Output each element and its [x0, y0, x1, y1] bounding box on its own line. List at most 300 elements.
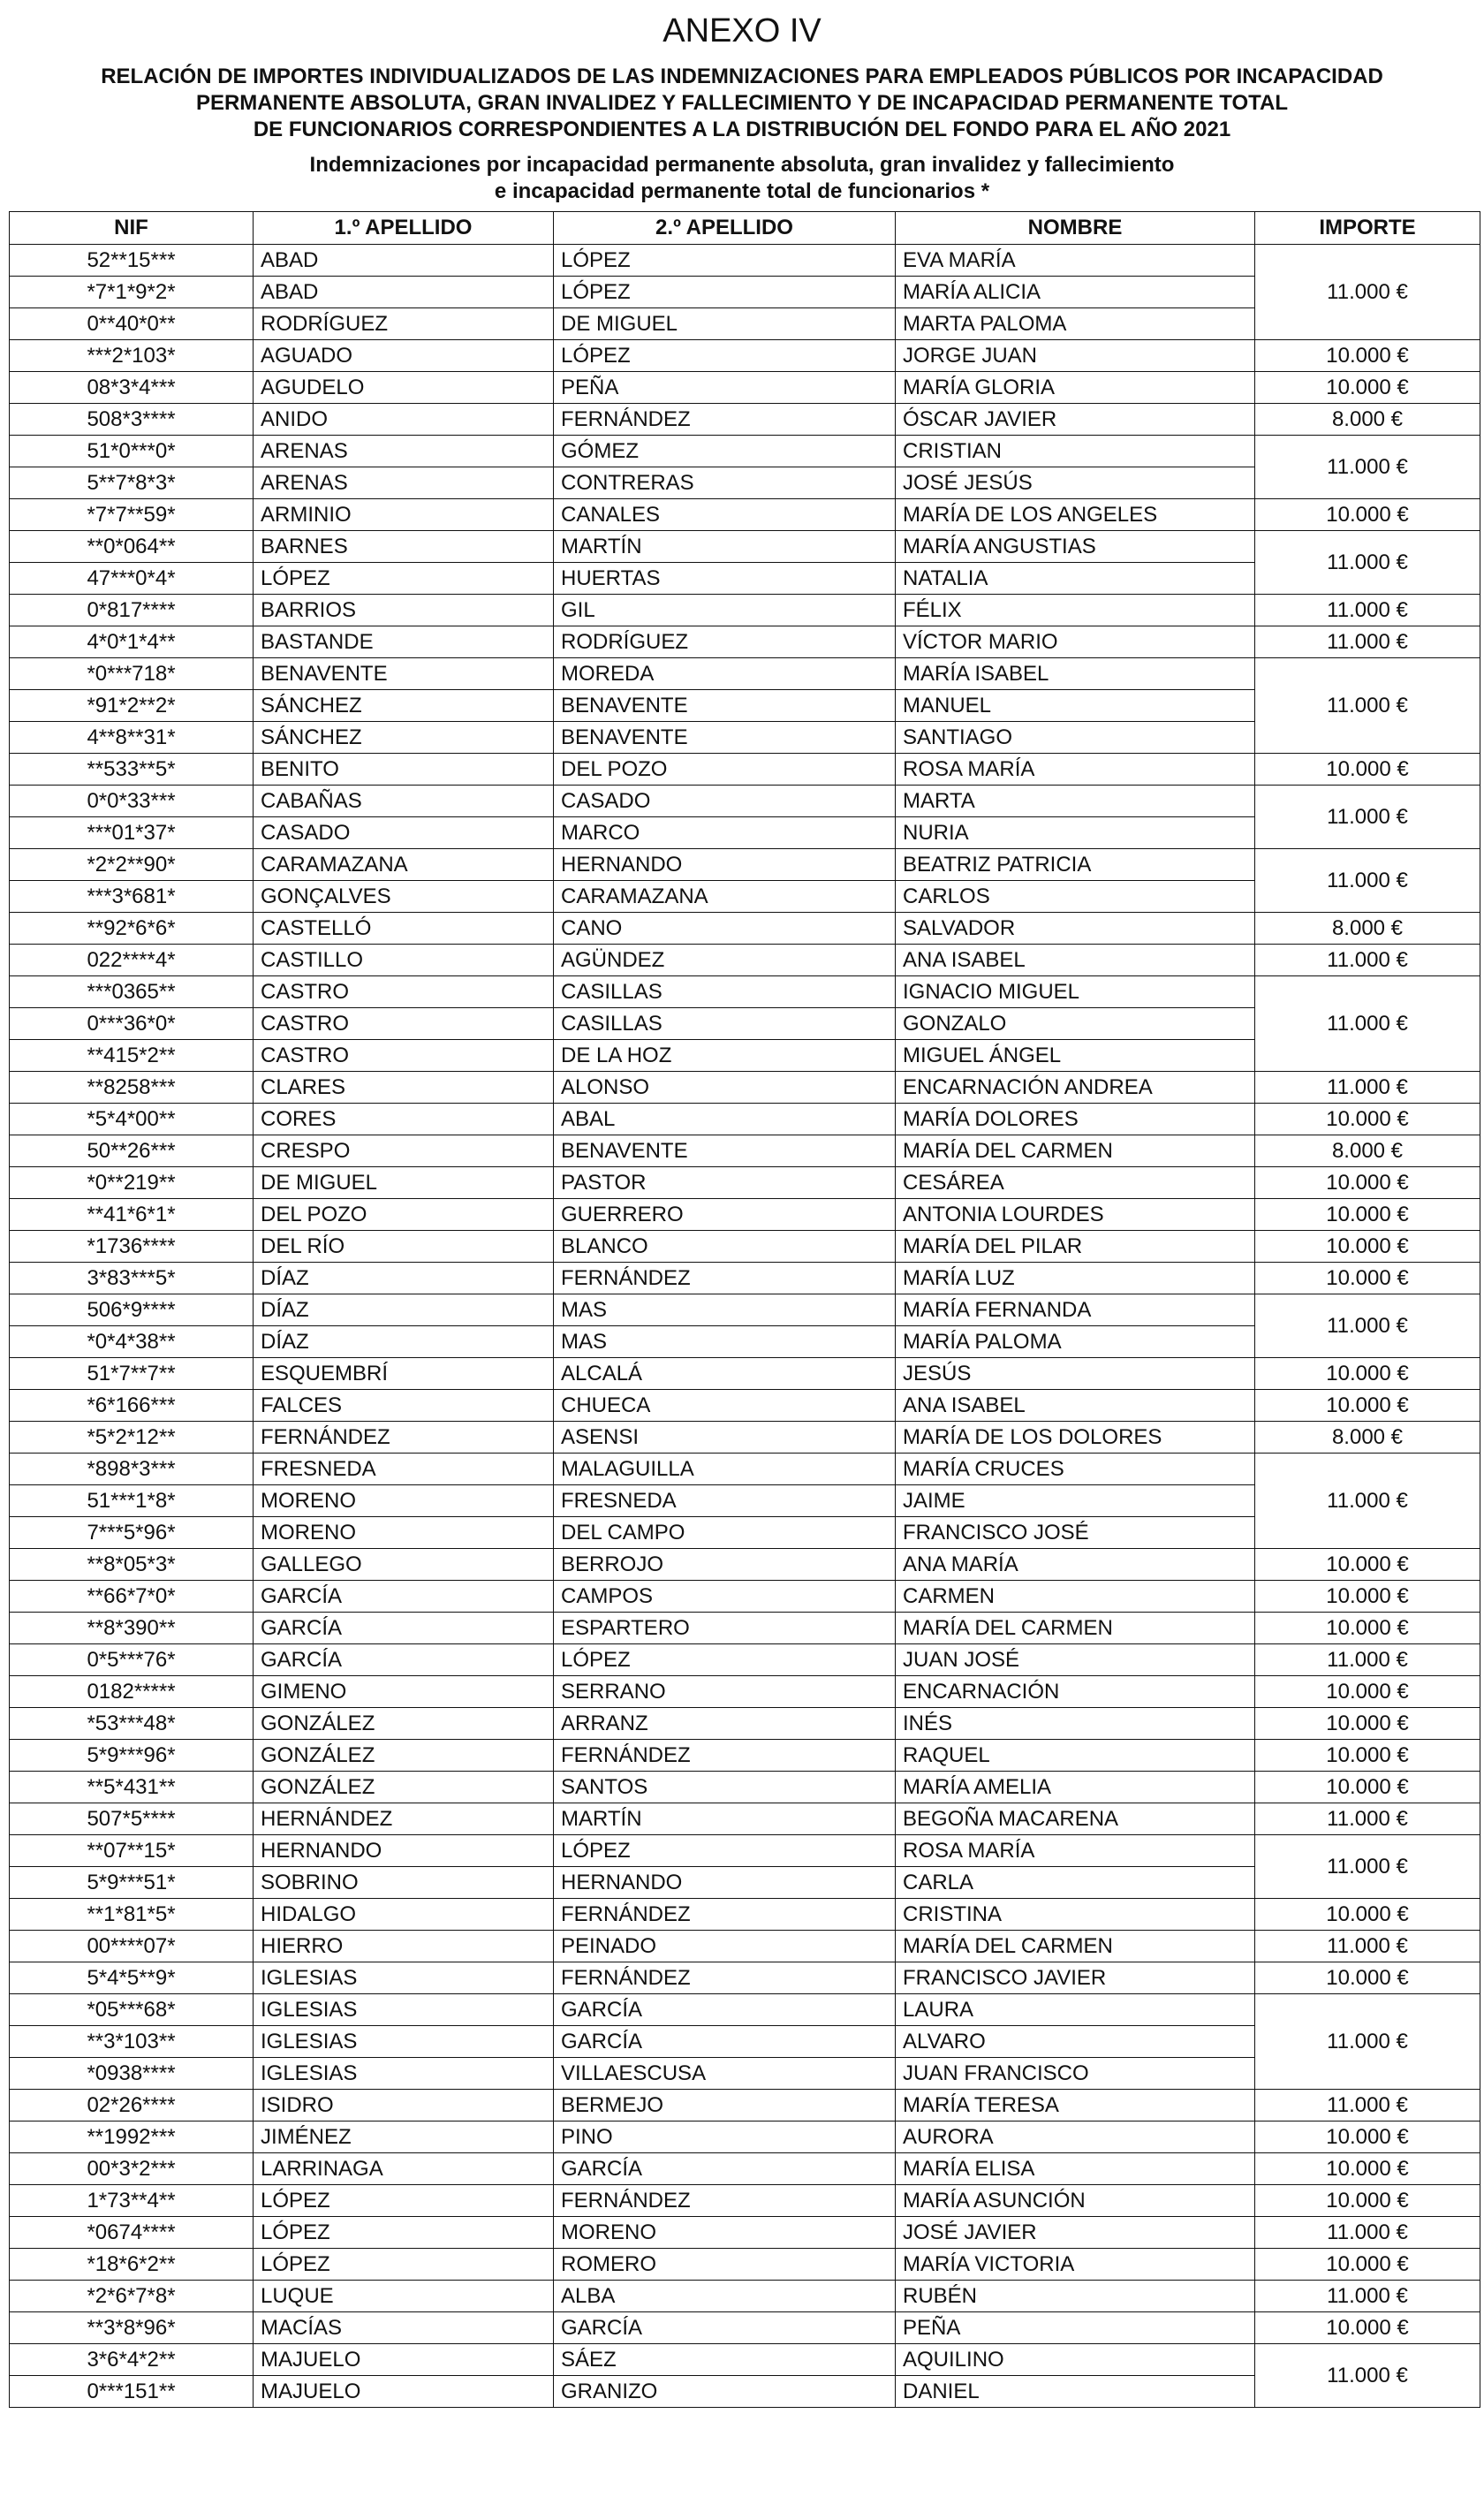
cell-nif: *898*3*** [10, 1454, 254, 1485]
cell-nif: 02*26**** [10, 2090, 254, 2122]
cell-nif: ***3*681* [10, 881, 254, 913]
cell-nif: **0*064** [10, 531, 254, 563]
cell-first-surname: GONZÁLEZ [254, 1708, 554, 1740]
cell-first-surname: ANIDO [254, 404, 554, 436]
cell-nif: 506*9**** [10, 1294, 254, 1326]
table-row [10, 1803, 1480, 1835]
table-row [10, 786, 1480, 817]
cell-name: VÍCTOR MARIO [896, 626, 1255, 658]
cell-amount: 10.000 € [1255, 1358, 1480, 1390]
table-row [10, 436, 1480, 467]
cell-amount: 11.000 € [1255, 245, 1480, 340]
cell-second-surname: PASTOR [554, 1167, 896, 1199]
cell-second-surname: CHUECA [554, 1390, 896, 1422]
cell-second-surname: CAMPOS [554, 1581, 896, 1613]
cell-nif: 0*0*33*** [10, 786, 254, 817]
cell-first-surname: LUQUE [254, 2281, 554, 2312]
sub-heading-line: Indemnizaciones por incapacidad permanente absoluta, gran invalidez y fallecimiento [309, 153, 1175, 177]
main-heading-line: PERMANENTE ABSOLUTA, GRAN INVALIDEZ Y FALLECIMIENTO Y DE INCAPACIDAD PERMANENTE TOTAL [195, 91, 1289, 115]
cell-amount: 11.000 € [1255, 1931, 1480, 1962]
cell-name: MARÍA AMELIA [896, 1772, 1255, 1803]
header-nif: NIF [10, 212, 254, 245]
table-row [10, 1931, 1480, 1962]
cell-amount: 10.000 € [1255, 1613, 1480, 1644]
cell-first-surname: FALCES [254, 1390, 554, 1422]
cell-second-surname: GARCÍA [554, 2026, 896, 2058]
table-row [10, 1422, 1480, 1454]
cell-second-surname: LÓPEZ [554, 340, 896, 372]
cell-name: MIGUEL ÁNGEL [896, 1040, 1255, 1072]
cell-name: FRANCISCO JOSÉ [896, 1517, 1255, 1549]
cell-nif: 022****4* [10, 945, 254, 976]
cell-name: ENCARNACIÓN ANDREA [896, 1072, 1255, 1104]
cell-amount: 11.000 € [1255, 945, 1480, 976]
cell-amount: 10.000 € [1255, 2122, 1480, 2153]
table-row [10, 2153, 1480, 2185]
cell-first-surname: IGLESIAS [254, 2026, 554, 2058]
cell-nif: 00*3*2*** [10, 2153, 254, 2185]
table-row [10, 1644, 1480, 1676]
table-row [10, 1772, 1480, 1803]
table-row [10, 1708, 1480, 1740]
table-row [10, 626, 1480, 658]
cell-second-surname: MORENO [554, 2217, 896, 2249]
table-row [10, 499, 1480, 531]
table-row [10, 1835, 1480, 1867]
cell-first-surname: LÓPEZ [254, 2249, 554, 2281]
cell-amount: 10.000 € [1255, 340, 1480, 372]
cell-amount: 10.000 € [1255, 1708, 1480, 1740]
cell-nif: **1992*** [10, 2122, 254, 2153]
cell-nif: 51*0***0* [10, 436, 254, 467]
table-row [10, 245, 1480, 277]
cell-name: MARÍA TERESA [896, 2090, 1255, 2122]
cell-nif: 0***36*0* [10, 1008, 254, 1040]
cell-first-surname: BENAVENTE [254, 658, 554, 690]
cell-name: MARTA PALOMA [896, 308, 1255, 340]
cell-second-surname: ALBA [554, 2281, 896, 2312]
cell-amount: 10.000 € [1255, 1167, 1480, 1199]
cell-first-surname: AGUADO [254, 340, 554, 372]
table-header-row [10, 212, 1480, 245]
cell-first-surname: IGLESIAS [254, 1994, 554, 2026]
cell-first-surname: IGLESIAS [254, 1962, 554, 1994]
cell-name: MARÍA DEL CARMEN [896, 1931, 1255, 1962]
sub-heading-line: e incapacidad permanente total de funcionarios * [494, 179, 990, 203]
cell-first-surname: GARCÍA [254, 1613, 554, 1644]
cell-name: JUAN FRANCISCO [896, 2058, 1255, 2090]
cell-amount: 10.000 € [1255, 1549, 1480, 1581]
table-row [10, 595, 1480, 626]
table-row [10, 1581, 1480, 1613]
table-row [10, 1072, 1480, 1104]
table-row [10, 1740, 1480, 1772]
cell-first-surname: MORENO [254, 1485, 554, 1517]
cell-second-surname: BERROJO [554, 1549, 896, 1581]
table-row [10, 1549, 1480, 1581]
cell-name: SALVADOR [896, 913, 1255, 945]
cell-name: MARÍA ANGUSTIAS [896, 531, 1255, 563]
cell-second-surname: HERNANDO [554, 1867, 896, 1899]
table-row [10, 404, 1480, 436]
cell-nif: **07**15* [10, 1835, 254, 1867]
cell-first-surname: DÍAZ [254, 1326, 554, 1358]
cell-nif: **5*431** [10, 1772, 254, 1803]
cell-name: MARÍA CRUCES [896, 1454, 1255, 1485]
cell-amount: 11.000 € [1255, 786, 1480, 849]
table-row [10, 1676, 1480, 1708]
cell-second-surname: CASILLAS [554, 1008, 896, 1040]
cell-amount: 10.000 € [1255, 754, 1480, 786]
cell-amount: 11.000 € [1255, 1835, 1480, 1899]
cell-name: MARÍA DE LOS ANGELES [896, 499, 1255, 531]
cell-amount: 11.000 € [1255, 1644, 1480, 1676]
table-row [10, 2249, 1480, 2281]
cell-name: GONZALO [896, 1008, 1255, 1040]
cell-first-surname: LÓPEZ [254, 2185, 554, 2217]
table-row [10, 340, 1480, 372]
cell-second-surname: PEINADO [554, 1931, 896, 1962]
cell-name: JUAN JOSÉ [896, 1644, 1255, 1676]
cell-first-surname: HERNANDO [254, 1835, 554, 1867]
cell-nif: ***2*103* [10, 340, 254, 372]
cell-first-surname: DEL RÍO [254, 1231, 554, 1263]
cell-second-surname: BENAVENTE [554, 722, 896, 754]
cell-second-surname: AGÜNDEZ [554, 945, 896, 976]
table-row [10, 2185, 1480, 2217]
cell-nif: *18*6*2** [10, 2249, 254, 2281]
cell-second-surname: FERNÁNDEZ [554, 1962, 896, 1994]
cell-second-surname: HUERTAS [554, 563, 896, 595]
main-heading [0, 64, 1484, 143]
cell-amount: 11.000 € [1255, 626, 1480, 658]
cell-amount: 10.000 € [1255, 1676, 1480, 1708]
cell-first-surname: LÓPEZ [254, 2217, 554, 2249]
cell-name: AQUILINO [896, 2344, 1255, 2376]
cell-amount: 10.000 € [1255, 1104, 1480, 1135]
cell-nif: *91*2**2* [10, 690, 254, 722]
cell-nif: **3*8*96* [10, 2312, 254, 2344]
cell-first-surname: ESQUEMBRÍ [254, 1358, 554, 1390]
cell-first-surname: JIMÉNEZ [254, 2122, 554, 2153]
cell-name: DANIEL [896, 2376, 1255, 2408]
cell-name: MARTA [896, 786, 1255, 817]
cell-second-surname: CANALES [554, 499, 896, 531]
cell-first-surname: MACÍAS [254, 2312, 554, 2344]
cell-second-surname: GIL [554, 595, 896, 626]
cell-name: MARÍA FERNANDA [896, 1294, 1255, 1326]
cell-second-surname: FERNÁNDEZ [554, 404, 896, 436]
cell-second-surname: GRANIZO [554, 2376, 896, 2408]
table-row [10, 2281, 1480, 2312]
cell-first-surname: ARMINIO [254, 499, 554, 531]
table-row [10, 1135, 1480, 1167]
cell-amount: 11.000 € [1255, 436, 1480, 499]
cell-second-surname: MARCO [554, 817, 896, 849]
cell-name: JORGE JUAN [896, 340, 1255, 372]
annex-title: ANEXO IV [662, 12, 822, 49]
cell-second-surname: FERNÁNDEZ [554, 1263, 896, 1294]
table-row [10, 1104, 1480, 1135]
cell-name: MARÍA DEL PILAR [896, 1231, 1255, 1263]
cell-second-surname: BENAVENTE [554, 1135, 896, 1167]
cell-nif: *53***48* [10, 1708, 254, 1740]
table-row [10, 372, 1480, 404]
cell-amount: 11.000 € [1255, 849, 1480, 913]
cell-nif: **415*2** [10, 1040, 254, 1072]
cell-second-surname: FERNÁNDEZ [554, 2185, 896, 2217]
cell-name: NATALIA [896, 563, 1255, 595]
cell-nif: 5*9***51* [10, 1867, 254, 1899]
table-row [10, 2090, 1480, 2122]
cell-amount: 10.000 € [1255, 2185, 1480, 2217]
cell-amount: 11.000 € [1255, 2090, 1480, 2122]
table-row [10, 754, 1480, 786]
cell-amount: 10.000 € [1255, 1740, 1480, 1772]
cell-name: ROSA MARÍA [896, 1835, 1255, 1867]
cell-name: ÓSCAR JAVIER [896, 404, 1255, 436]
header-first-surname: 1.º APELLIDO [254, 212, 554, 245]
cell-second-surname: MARTÍN [554, 531, 896, 563]
cell-amount: 10.000 € [1255, 2312, 1480, 2344]
cell-first-surname: BASTANDE [254, 626, 554, 658]
cell-name: INÉS [896, 1708, 1255, 1740]
cell-nif: *2*2**90* [10, 849, 254, 881]
cell-nif: *2*6*7*8* [10, 2281, 254, 2312]
sub-heading [0, 152, 1484, 205]
cell-amount: 8.000 € [1255, 913, 1480, 945]
cell-amount: 10.000 € [1255, 1962, 1480, 1994]
cell-amount: 10.000 € [1255, 1899, 1480, 1931]
table-row [10, 2122, 1480, 2153]
cell-second-surname: FRESNEDA [554, 1485, 896, 1517]
table-row [10, 2312, 1480, 2344]
table-row [10, 2344, 1480, 2376]
table-row [10, 531, 1480, 563]
cell-second-surname: ARRANZ [554, 1708, 896, 1740]
cell-second-surname: BENAVENTE [554, 690, 896, 722]
cell-first-surname: GARCÍA [254, 1581, 554, 1613]
cell-name: MARÍA DEL CARMEN [896, 1135, 1255, 1167]
cell-nif: 08*3*4*** [10, 372, 254, 404]
cell-name: CARLA [896, 1867, 1255, 1899]
cell-name: PEÑA [896, 2312, 1255, 2344]
cell-nif: **533**5* [10, 754, 254, 786]
cell-second-surname: MALAGUILLA [554, 1454, 896, 1485]
cell-first-surname: HIERRO [254, 1931, 554, 1962]
cell-name: MARÍA ISABEL [896, 658, 1255, 690]
cell-name: MARÍA LUZ [896, 1263, 1255, 1294]
cell-name: JOSÉ JESÚS [896, 467, 1255, 499]
cell-first-surname: ISIDRO [254, 2090, 554, 2122]
cell-nif: **66*7*0* [10, 1581, 254, 1613]
header-name: NOMBRE [896, 212, 1255, 245]
cell-second-surname: ASENSI [554, 1422, 896, 1454]
table-row [10, 1167, 1480, 1199]
cell-second-surname: LÓPEZ [554, 277, 896, 308]
cell-second-surname: FERNÁNDEZ [554, 1740, 896, 1772]
cell-second-surname: LÓPEZ [554, 1835, 896, 1867]
table-row [10, 1231, 1480, 1263]
cell-nif: **8*390** [10, 1613, 254, 1644]
cell-nif: 0*817**** [10, 595, 254, 626]
cell-second-surname: MAS [554, 1326, 896, 1358]
cell-second-surname: CARAMAZANA [554, 881, 896, 913]
cell-name: JOSÉ JAVIER [896, 2217, 1255, 2249]
cell-second-surname: ALCALÁ [554, 1358, 896, 1390]
cell-first-surname: CASTRO [254, 1008, 554, 1040]
cell-name: MARÍA PALOMA [896, 1326, 1255, 1358]
cell-amount: 11.000 € [1255, 2217, 1480, 2249]
cell-first-surname: SÁNCHEZ [254, 690, 554, 722]
cell-nif: ***0365** [10, 976, 254, 1008]
cell-second-surname: LÓPEZ [554, 1644, 896, 1676]
cell-name: MARÍA DE LOS DOLORES [896, 1422, 1255, 1454]
cell-second-surname: PEÑA [554, 372, 896, 404]
cell-amount: 10.000 € [1255, 1263, 1480, 1294]
cell-first-surname: DEL POZO [254, 1199, 554, 1231]
cell-amount: 11.000 € [1255, 658, 1480, 754]
cell-second-surname: MOREDA [554, 658, 896, 690]
cell-nif: 507*5**** [10, 1803, 254, 1835]
cell-nif: 7***5*96* [10, 1517, 254, 1549]
cell-first-surname: IGLESIAS [254, 2058, 554, 2090]
cell-first-surname: HIDALGO [254, 1899, 554, 1931]
cell-first-surname: CABAÑAS [254, 786, 554, 817]
cell-second-surname: DEL POZO [554, 754, 896, 786]
cell-second-surname: HERNANDO [554, 849, 896, 881]
cell-first-surname: HERNÁNDEZ [254, 1803, 554, 1835]
cell-amount: 11.000 € [1255, 1072, 1480, 1104]
cell-first-surname: CASTRO [254, 1040, 554, 1072]
cell-amount: 11.000 € [1255, 1994, 1480, 2090]
cell-nif: *5*4*00** [10, 1104, 254, 1135]
header-second-surname: 2.º APELLIDO [554, 212, 896, 245]
cell-nif: **8*05*3* [10, 1549, 254, 1581]
cell-name: CESÁREA [896, 1167, 1255, 1199]
cell-second-surname: SANTOS [554, 1772, 896, 1803]
cell-name: FÉLIX [896, 595, 1255, 626]
cell-amount: 11.000 € [1255, 595, 1480, 626]
cell-amount: 10.000 € [1255, 372, 1480, 404]
cell-name: JESÚS [896, 1358, 1255, 1390]
cell-nif: 51***1*8* [10, 1485, 254, 1517]
cell-name: RUBÉN [896, 2281, 1255, 2312]
main-heading-line: RELACIÓN DE IMPORTES INDIVIDUALIZADOS DE LAS INDEMNIZACIONES PARA EMPLEADOS PÚBLICOS POR INCAPACIDAD [101, 65, 1383, 88]
cell-nif: 52**15*** [10, 245, 254, 277]
cell-name: CARLOS [896, 881, 1255, 913]
cell-name: MARÍA GLORIA [896, 372, 1255, 404]
cell-amount: 10.000 € [1255, 1199, 1480, 1231]
cell-nif: 0**40*0** [10, 308, 254, 340]
cell-name: BEATRIZ PATRICIA [896, 849, 1255, 881]
cell-amount: 10.000 € [1255, 499, 1480, 531]
cell-first-surname: GARCÍA [254, 1644, 554, 1676]
cell-name: ANA ISABEL [896, 945, 1255, 976]
cell-nif: **3*103** [10, 2026, 254, 2058]
cell-nif: 0182***** [10, 1676, 254, 1708]
cell-nif: **8258*** [10, 1072, 254, 1104]
cell-nif: 5*4*5**9* [10, 1962, 254, 1994]
cell-amount: 11.000 € [1255, 531, 1480, 595]
cell-name: FRANCISCO JAVIER [896, 1962, 1255, 1994]
cell-first-surname: AGUDELO [254, 372, 554, 404]
cell-nif: 0*5***76* [10, 1644, 254, 1676]
table-row [10, 849, 1480, 881]
cell-first-surname: GALLEGO [254, 1549, 554, 1581]
cell-nif: ***01*37* [10, 817, 254, 849]
table-row [10, 1454, 1480, 1485]
cell-second-surname: LÓPEZ [554, 245, 896, 277]
cell-first-surname: SÁNCHEZ [254, 722, 554, 754]
cell-nif: 4*0*1*4** [10, 626, 254, 658]
table-row [10, 1613, 1480, 1644]
table-body [10, 245, 1480, 2408]
cell-name: NURIA [896, 817, 1255, 849]
table-row [10, 1199, 1480, 1231]
main-heading-line: DE FUNCIONARIOS CORRESPONDIENTES A LA DISTRIBUCIÓN DEL FONDO PARA EL AÑO 2021 [253, 118, 1231, 141]
cell-first-surname: BARRIOS [254, 595, 554, 626]
cell-nif: **41*6*1* [10, 1199, 254, 1231]
cell-first-surname: SOBRINO [254, 1867, 554, 1899]
cell-nif: **1*81*5* [10, 1899, 254, 1931]
cell-nif: 508*3**** [10, 404, 254, 436]
cell-first-surname: GIMENO [254, 1676, 554, 1708]
cell-nif: *7*7**59* [10, 499, 254, 531]
cell-first-surname: BARNES [254, 531, 554, 563]
cell-first-surname: MAJUELO [254, 2344, 554, 2376]
cell-first-surname: DÍAZ [254, 1294, 554, 1326]
cell-nif: 3*83***5* [10, 1263, 254, 1294]
cell-amount: 10.000 € [1255, 1772, 1480, 1803]
cell-nif: *0***718* [10, 658, 254, 690]
cell-name: MANUEL [896, 690, 1255, 722]
cell-amount: 11.000 € [1255, 1803, 1480, 1835]
cell-name: MARÍA DEL CARMEN [896, 1613, 1255, 1644]
cell-second-surname: ESPARTERO [554, 1613, 896, 1644]
cell-first-surname: GONZÁLEZ [254, 1740, 554, 1772]
table-row [10, 1263, 1480, 1294]
cell-first-surname: LÓPEZ [254, 563, 554, 595]
cell-first-surname: ABAD [254, 277, 554, 308]
cell-first-surname: GONÇALVES [254, 881, 554, 913]
table-row [10, 2217, 1480, 2249]
table-row [10, 1899, 1480, 1931]
cell-second-surname: RODRÍGUEZ [554, 626, 896, 658]
cell-second-surname: ABAL [554, 1104, 896, 1135]
cell-name: ANA ISABEL [896, 1390, 1255, 1422]
cell-first-surname: ARENAS [254, 467, 554, 499]
table-row [10, 976, 1480, 1008]
table-row [10, 913, 1480, 945]
cell-nif: 51*7**7** [10, 1358, 254, 1390]
cell-amount: 11.000 € [1255, 976, 1480, 1072]
cell-first-surname: CASTELLÓ [254, 913, 554, 945]
cell-amount: 10.000 € [1255, 2153, 1480, 2185]
cell-nif: *0938**** [10, 2058, 254, 2090]
cell-name: CRISTINA [896, 1899, 1255, 1931]
cell-second-surname: GUERRERO [554, 1199, 896, 1231]
cell-first-surname: MORENO [254, 1517, 554, 1549]
cell-first-surname: FRESNEDA [254, 1454, 554, 1485]
cell-name: RAQUEL [896, 1740, 1255, 1772]
cell-nif: 1*73**4** [10, 2185, 254, 2217]
cell-second-surname: VILLAESCUSA [554, 2058, 896, 2090]
table-row [10, 945, 1480, 976]
cell-second-surname: DEL CAMPO [554, 1517, 896, 1549]
cell-second-surname: CASILLAS [554, 976, 896, 1008]
cell-name: CRISTIAN [896, 436, 1255, 467]
